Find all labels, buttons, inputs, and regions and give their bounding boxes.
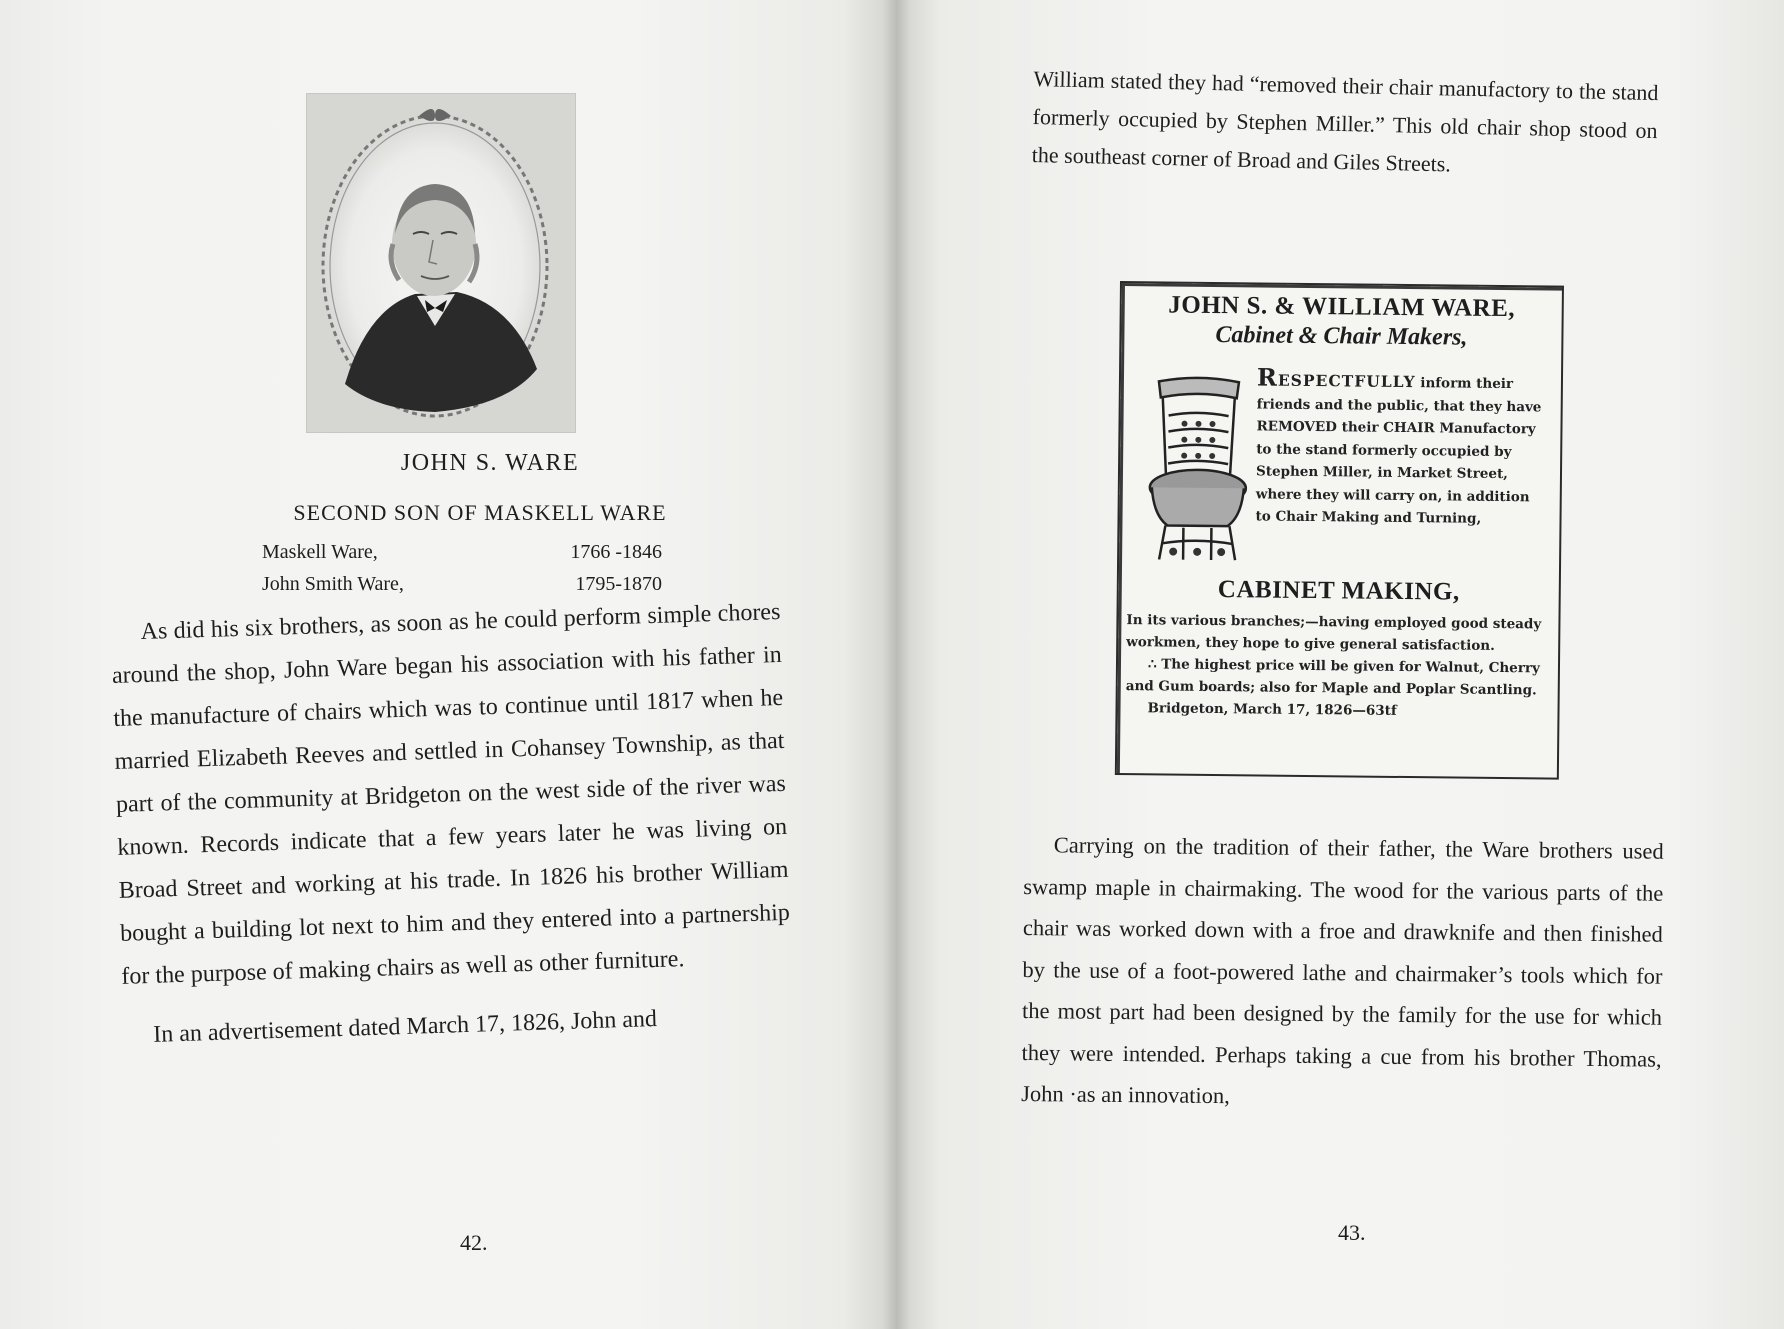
right-top-text [1031, 60, 1658, 188]
ad-note-text: The highest price will be given for Walnut, Cherry and Gum boards; also for Maple and Poplar Scantling. [1125, 656, 1540, 699]
right-body-text [1021, 824, 1664, 1121]
lineage-years: 1766 -1846 [570, 541, 662, 563]
ad-lead-rest: ESPECTFULLY [1277, 370, 1416, 392]
lineage-row [262, 536, 662, 568]
ad-lead-initial: R [1256, 362, 1279, 392]
ad-lower-text [1125, 609, 1546, 723]
ad-subheading: Cabinet & Chair Makers, [1215, 322, 1468, 351]
body-paragraph: William stated they had “removed their chair manufactory to the stand formerly occupied by Stephen Miller.” This old chair shop stood on the southeast corner of Broad and Giles Streets. [1031, 65, 1659, 177]
body-paragraph: In an advertisement dated March 17, 1826, John and [152, 1006, 658, 1048]
book-gutter [882, 0, 910, 1329]
ad-lower-paragraph: In its various branches;—having employed good steady workmen, they hope to give general satisfaction. [1126, 612, 1542, 654]
ad-banner: CABINET MAKING, [1217, 576, 1460, 606]
body-paragraph: Carrying on the tradition of their father, the Ware brothers used swamp maple in chairmaking. The wood for the various parts of the chair was worked down with a froe and drawknife and then finished by the use of a foot-powered lathe and chairmaker’s tools which for the most part had been designed by the family for the use for which they were intended. Perhaps taking a cue from his brother Thomas, John ·as an innovation, [1021, 832, 1664, 1109]
ad-heading: JOHN S. & WILLIAM WARE, [1168, 291, 1516, 323]
lineage-years: 1795-1870 [575, 573, 662, 595]
portrait-caption-title: JOHN S. WARE [400, 450, 580, 476]
portrait-image [307, 94, 575, 432]
ad-dateline: Bridgeton, March 17, 1826—63tf [1147, 700, 1397, 719]
ad-lead [1256, 362, 1416, 392]
lineage-name: John Smith Ware, [262, 573, 404, 595]
lineage-table [262, 536, 662, 600]
historic-advertisement [1115, 281, 1564, 780]
lineage-row [262, 568, 662, 600]
ad-note-mark: ∴ [1147, 656, 1157, 673]
ad-body: inform their friends and the public, that they have REMOVED their CHAIR Manufactory to the stand formerly occupied by Stephen Miller, in Market Street, where they will carry on, in addition to Chair Making and Turning, [1255, 375, 1542, 527]
page-number-left: 42. [460, 1230, 488, 1255]
page-number-right: 43. [1338, 1220, 1366, 1245]
chair-illustration-icon [1143, 375, 1253, 564]
portrait-caption-subtitle: SECOND SON OF MASKELL WARE [293, 500, 667, 525]
ad-note [1126, 653, 1546, 701]
body-paragraph: As did his six brothers, as soon as he could perform simple chores around the shop, John Ware began his association with his father in the manufacture of chairs which was to continue until 1817 when he married Elizabeth Reeves and settled in Cohansey Township, as that part of the community at Bridgeton on the west side of the river was known. Records indicate that a few years later he was living on Broad Street and working at his trade. In 1826 his brother William bought a building lot next to him and they entered into a partnership for the purpose of making chairs as well as other furniture. [111, 598, 791, 990]
ad-body-text [1255, 362, 1547, 531]
left-body-text [110, 591, 794, 1058]
portrait-engraving [306, 93, 576, 433]
lineage-name: Maskell Ware, [262, 541, 378, 563]
right-page [896, 0, 1784, 1329]
